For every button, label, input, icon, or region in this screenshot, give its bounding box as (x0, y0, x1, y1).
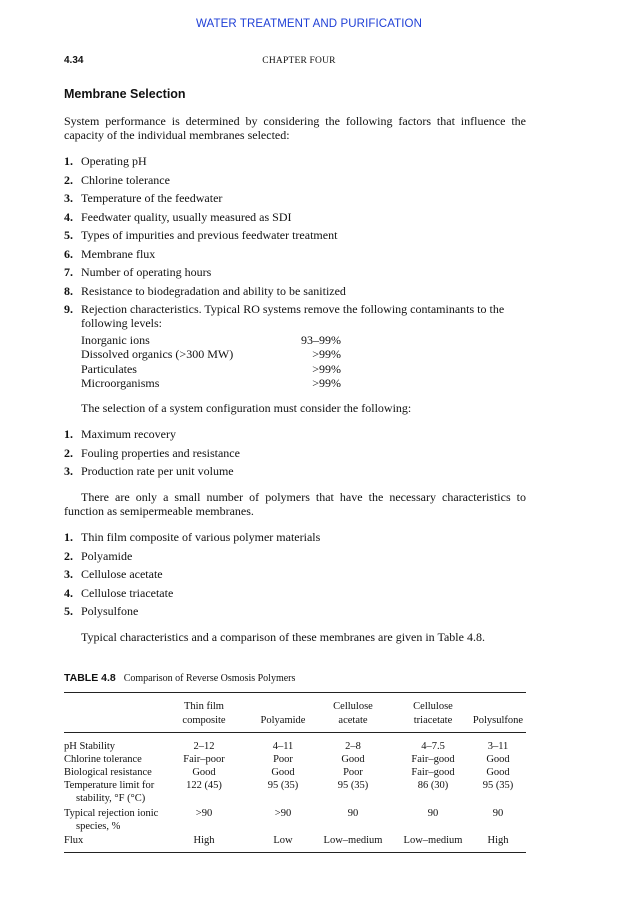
row-label: Biological resistance (64, 767, 152, 778)
config-intro: The selection of a system configuration must consider the following: (81, 401, 412, 415)
list-item: 2. Fouling properties and resistance (64, 445, 240, 460)
row-label: Chlorine tolerance (64, 754, 142, 765)
table-cell: Poor (343, 767, 363, 778)
rejection-row: Microorganisms >99% (81, 375, 341, 390)
list-item: 3. Cellulose acetate (64, 567, 163, 581)
row-label: Typical rejection ionic (64, 808, 159, 819)
table-bottom-rule (64, 852, 526, 853)
chapter-label: CHAPTER FOUR (262, 56, 336, 66)
table-cell: 95 (35) (337, 780, 369, 791)
list-item: 5. Types of impurities and previous feedwater treatment (64, 228, 338, 242)
table-caption (64, 672, 295, 684)
column-header: Polyamide (260, 714, 306, 726)
table-cell: 90 (347, 808, 359, 819)
table-cell: 95 (35) (482, 780, 514, 791)
table-cell: Good (271, 767, 295, 778)
table-cell: Good (486, 754, 510, 765)
table-cell: Good (486, 767, 510, 778)
row-label-continued: stability, °F (°C) (76, 793, 146, 804)
table-cell: High (193, 835, 215, 846)
list-item: 7. Number of operating hours (64, 265, 212, 279)
table-cell: Good (341, 754, 365, 765)
table-cell: 90 (492, 808, 504, 819)
list-item: 4. Cellulose triacetate (64, 585, 174, 600)
rejection-row: Particulates >99% (81, 361, 341, 376)
rejection-levels (81, 333, 341, 390)
table-cell: Low–medium (403, 835, 463, 846)
list-item: 1. Operating pH (64, 154, 147, 168)
table-cell: Low (273, 835, 293, 846)
list-item: 4. Feedwater quality, usually measured as SDI (64, 209, 292, 224)
running-head: WATER TREATMENT AND PURIFICATION (196, 18, 422, 30)
list-item: 3. Temperature of the feedwater (64, 191, 223, 205)
table-cell: Poor (273, 754, 293, 765)
table-cell: 4–11 (272, 741, 294, 752)
list-item: 6. Membrane flux (64, 246, 156, 261)
column-header: Cellulose triacetate (413, 701, 453, 726)
row-label: Flux (64, 835, 84, 846)
row-label: Temperature limit for (64, 780, 155, 791)
table-cell: 122 (45) (186, 780, 222, 791)
row-label-continued: species, % (76, 821, 121, 832)
list-item: 5. Polysulfone (64, 604, 139, 618)
table-cell: Fair–good (411, 767, 455, 778)
list-item: 9. Rejection characteristics. Typical RO systems remove the following contaminants to the following levels: (64, 302, 505, 330)
column-header: Polysulfone (472, 714, 524, 726)
table-cell: >90 (274, 808, 292, 819)
table-label: TABLE 4.8 (64, 672, 116, 684)
table-cell: Fair–poor (183, 754, 225, 765)
config-list (64, 427, 526, 483)
list-item: 1. Maximum recovery (64, 427, 176, 441)
table-cell: Good (192, 767, 216, 778)
rejection-row: Dissolved organics (>300 MW) >99% (81, 347, 341, 362)
table-reference: Typical characteristics and a comparison of these membranes are given in Table 4.8. (81, 630, 485, 644)
column-header: Cellulose acetate (333, 701, 373, 726)
table-cell: 4–7.5 (421, 741, 445, 752)
table-cell: Low–medium (323, 835, 383, 846)
list-item: 3. Production rate per unit volume (64, 464, 234, 478)
table-cell: 90 (427, 808, 439, 819)
page-number: 4.34 (64, 55, 84, 66)
table-cell: 2–12 (193, 741, 215, 752)
polymers-intro: There are only a small number of polymers that have the necessary characteristics to function as semipermeable membranes. (64, 490, 526, 518)
column-header: Thin film composite (182, 701, 226, 726)
table-cell: 95 (35) (267, 780, 299, 791)
table-cell: >90 (195, 808, 213, 819)
polymers-list (64, 530, 526, 623)
table-cell: Fair–good (411, 754, 455, 765)
table-header-rule (64, 732, 526, 733)
list-item: 8. Resistance to biodegradation and ability to be sanitized (64, 283, 346, 298)
table-cell: High (487, 835, 509, 846)
table-cell: 86 (30) (417, 780, 449, 791)
table-top-rule (64, 692, 526, 693)
list-item: 2. Polyamide (64, 548, 133, 563)
table-caption-text: Comparison of Reverse Osmosis Polymers (123, 673, 296, 684)
row-label: pH Stability (64, 741, 116, 752)
factors-list (64, 154, 526, 330)
intro-paragraph: System performance is determined by considering the following factors that influence the capacity of the individual membranes selected: (64, 114, 526, 142)
table-cell: 3–11 (487, 741, 509, 752)
section-title: Membrane Selection (64, 87, 186, 101)
list-item: 2. Chlorine tolerance (64, 172, 170, 187)
table-cell: 2–8 (345, 741, 361, 752)
rejection-row: Inorganic ions 93–99% (81, 333, 341, 347)
list-item: 1. Thin film composite of various polymer materials (64, 530, 321, 544)
